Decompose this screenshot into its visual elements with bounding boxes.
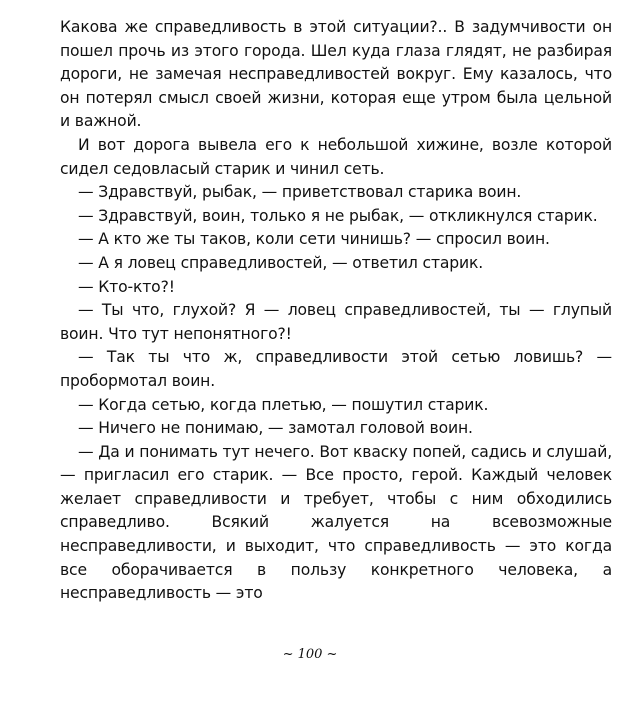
paragraph-2: И вот дорога вывела его к небольшой хижине, возле которой сидел седовласый старик и чинил сеть. [60,135,612,178]
dialogue-line-3: — А кто же ты таков, коли сети чинишь? — спросил воин. [78,230,550,249]
page-body-text [60,16,612,606]
dialogue-line-7: — Так ты что ж, справедливости этой сетью ловишь? — пробормотал воин. [60,348,612,390]
page-number: ~ 100 ~ [282,647,338,662]
dialogue-line-8: — Когда сетью, когда плетью, — пошутил старик. [78,395,489,414]
dialogue-line-5: — Кто-кто?! [78,277,175,296]
dialogue-line-2: — Здравствуй, воин, только я не рыбак, — откликнулся старик. [78,206,598,225]
dialogue-line-4: — А я ловец справедливостей, — ответил старик. [78,253,484,272]
paragraph-1: Какова же справедливость в этой ситуации?.. В задумчивости он пошел прочь из этого города. Шел куда глаза глядят, не разбирая дороги, не замечая несправедливостей вокруг. Ему казалось, что он потерял смысл своей жизни, которая еще утром была цельной и важной. [60,18,612,131]
dialogue-line-6: — Ты что, глухой? Я — ловец справедливостей, ты — глупый воин. Что тут непонятного?! [60,301,612,343]
dialogue-line-1: — Здравствуй, рыбак, — приветствовал старика воин. [78,183,522,202]
dialogue-line-10: — Да и понимать тут нечего. Вот кваску попей, садись и слушай, — пригласил его старик. — Все просто, герой. Каждый человек желает справедливости и требует, чтобы с ним обходились справедливо. Всякий жалуется на всевозможные несправедливости, и выходит, что справедливость — это когда все оборачивается в пользу конкретного человека, а несправедливость — это [60,442,612,603]
dialogue-line-9: — Ничего не понимаю, — замотал головой воин. [78,419,473,438]
